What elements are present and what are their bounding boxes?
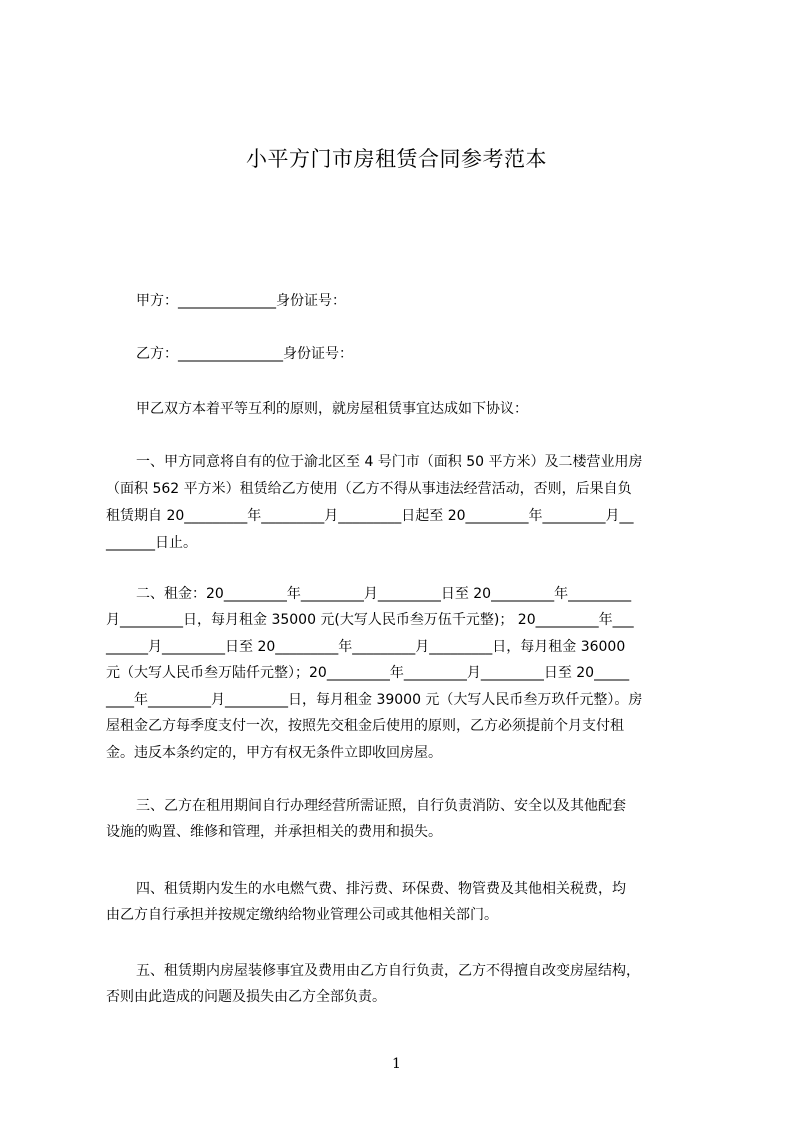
clause-2-line-7: 金。违反本条约定的，甲方有权无条件立即收回房屋。 bbox=[106, 745, 442, 761]
clause-1-line-1: 一、甲方同意将自有的位于渝北区至 4 号门市（面积 50 平方米）及二楼营业用房 bbox=[136, 454, 643, 470]
clause-2-line-1: 二、租金：20_________年_________月_________日至 20_________年_________ bbox=[136, 586, 632, 602]
clause-3-line-2: 设施的购置、维修和管理，并承担相关的费用和损失。 bbox=[106, 824, 442, 840]
clause-2-line-3: ______月_________日至 20_________年_________月_________日，每月租金 36000 bbox=[106, 639, 626, 655]
document-title: 小平方门市房租赁合同参考范本 bbox=[246, 147, 547, 171]
clause-2-line-4: 元（大写人民币叁万陆仟元整）；20_________年_________月_________日至 20_____ bbox=[106, 665, 630, 681]
page-number: 1 bbox=[392, 1056, 401, 1072]
party-a-line: 甲方：______________身份证号： bbox=[136, 293, 346, 309]
clause-4-line-1: 四、租赁期内发生的水电燃气费、排污费、环保费、物管费及其他相关税费，均 bbox=[136, 881, 626, 897]
clause-2-line-5: ____年_________月_________日，每月租金 39000 元（大写人民币叁万玖仟元整）。房 bbox=[106, 692, 643, 708]
clause-4-line-2: 由乙方自行承担并按规定缴纳给物业管理公司或其他相关部门。 bbox=[106, 907, 498, 923]
preamble-line: 甲乙双方本着平等互利的原则，就房屋租赁事宜达成如下协议： bbox=[136, 401, 528, 417]
clause-5-line-1: 五、租赁期内房屋装修事宜及费用由乙方自行负责，乙方不得擅自改变房屋结构， bbox=[136, 963, 640, 979]
clause-3-line-1: 三、乙方在租用期间自行办理经营所需证照，自行负责消防、安全以及其他配套 bbox=[136, 798, 626, 814]
clause-1-line-4: _______日止。 bbox=[106, 535, 197, 551]
clause-5-line-2: 否则由此造成的问题及损失由乙方全部负责。 bbox=[106, 989, 386, 1005]
clause-2-line-2: 月_________日，每月租金 35000 元(大写人民币叁万伍千元整)； 20_________年___ bbox=[106, 612, 634, 628]
party-b-line: 乙方：_______________身份证号： bbox=[136, 346, 353, 362]
clause-2-line-6: 屋租金乙方每季度支付一次，按照先交租金后使用的原则，乙方必须提前个月支付租 bbox=[106, 718, 624, 734]
clause-1-line-2: （面积 562 平方米）租赁给乙方使用（乙方不得从事违法经营活动，否则，后果自负 bbox=[106, 481, 632, 497]
clause-1-line-3: 租赁期自 20_________年_________月_________日起至 20_________年_________月__ bbox=[106, 508, 634, 524]
